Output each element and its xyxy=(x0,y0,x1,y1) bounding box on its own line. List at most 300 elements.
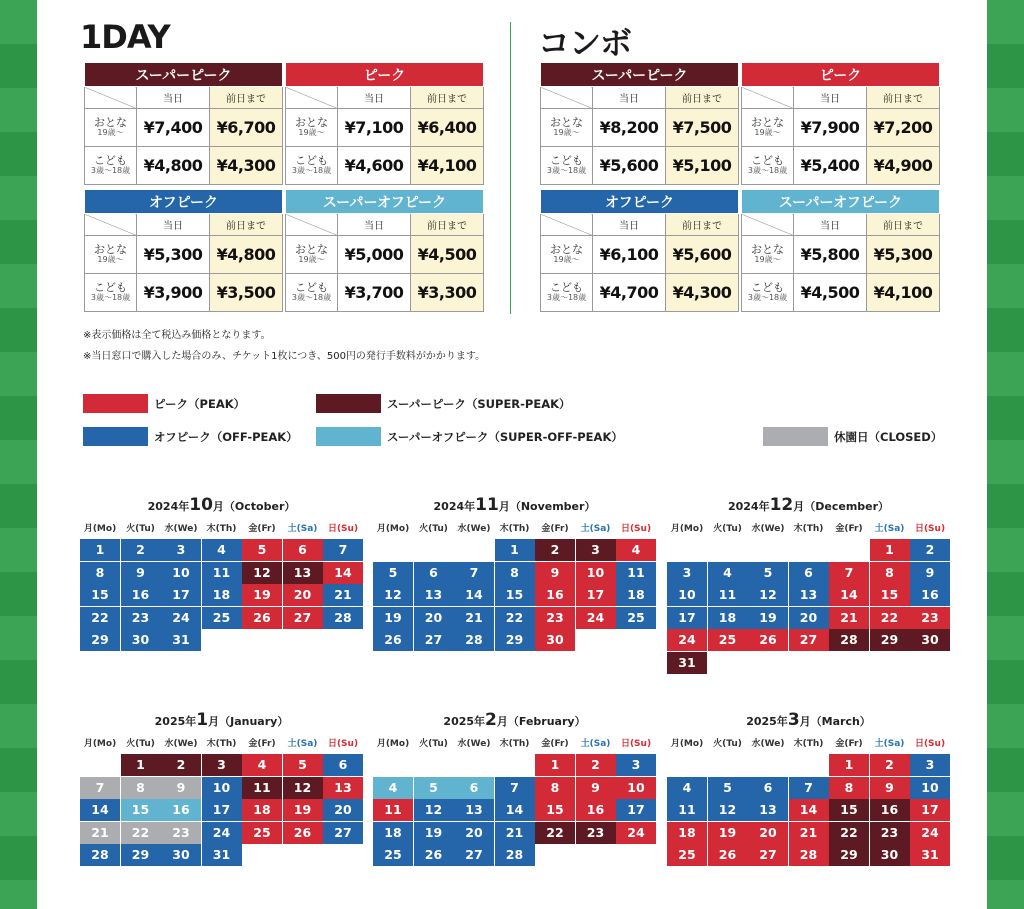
weekday-label: 水(We) xyxy=(457,524,491,534)
adult-advance-price: ¥5,600 xyxy=(666,236,739,274)
day-cell: 22 xyxy=(121,822,161,844)
day-cell: 24 xyxy=(161,607,201,629)
weekday-label: 金(Fr) xyxy=(248,524,276,534)
child-label: こども 3歳〜18歳 xyxy=(541,147,593,185)
price-tier-header: スーパーオフピーク xyxy=(742,190,940,214)
day-cell: 25 xyxy=(616,607,656,629)
day-cell: 19 xyxy=(414,822,454,844)
day-cell: 3 xyxy=(202,754,242,776)
child-advance-price: ¥5,100 xyxy=(666,147,739,185)
day-cell: 29 xyxy=(121,844,161,866)
weekday-label: 火(Tu) xyxy=(126,524,155,534)
day-cell: 13 xyxy=(454,799,494,821)
day-cell: 16 xyxy=(870,799,910,821)
corner-cell xyxy=(85,214,137,236)
child-same-day-price: ¥5,400 xyxy=(794,147,867,185)
day-cell: 25 xyxy=(708,629,748,651)
day-cell: 29 xyxy=(495,629,535,651)
day-cell: 3 xyxy=(616,754,656,776)
adult-advance-price: ¥7,200 xyxy=(867,109,940,147)
adult-label: おとな 19歳〜 xyxy=(286,109,338,147)
day-cell: 16 xyxy=(535,584,575,606)
day-cell: 19 xyxy=(373,607,413,629)
day-cell: 5 xyxy=(708,777,748,799)
day-cell: 11 xyxy=(202,562,242,584)
day-grid xyxy=(80,754,363,866)
weekday-label: 土(Sa) xyxy=(287,739,318,749)
day-cell: 21 xyxy=(495,822,535,844)
legend-super-off-peak-swatch xyxy=(316,427,381,446)
day-cell: 5 xyxy=(748,562,788,584)
day-cell: 23 xyxy=(870,822,910,844)
adult-same-day-price: ¥8,200 xyxy=(593,109,666,147)
day-cell: 9 xyxy=(870,777,910,799)
day-cell: 8 xyxy=(829,777,869,799)
day-cell: 10 xyxy=(910,777,950,799)
adult-same-day-price: ¥7,100 xyxy=(338,109,411,147)
day-cell: 1 xyxy=(121,754,161,776)
child-advance-price: ¥3,500 xyxy=(210,274,283,312)
child-label: こども 3歳〜18歳 xyxy=(742,147,794,185)
adult-same-day-price: ¥7,400 xyxy=(137,109,210,147)
day-cell: 21 xyxy=(323,584,363,606)
oneday-price-table xyxy=(84,62,283,185)
day-cell: 25 xyxy=(242,822,282,844)
weekday-label: 土(Sa) xyxy=(580,739,611,749)
day-cell: 28 xyxy=(323,607,363,629)
day-cell: 4 xyxy=(708,562,748,584)
weekday-label: 月(Mo) xyxy=(670,739,704,749)
month-calendar xyxy=(373,494,656,651)
weekday-label: 木(Th) xyxy=(206,524,237,534)
child-advance-price: ¥3,300 xyxy=(411,274,484,312)
child-label: こども 3歳〜18歳 xyxy=(85,147,137,185)
day-cell: 22 xyxy=(535,822,575,844)
child-same-day-price: ¥4,800 xyxy=(137,147,210,185)
month-calendar xyxy=(80,709,363,866)
day-cell: 28 xyxy=(495,844,535,866)
weekday-label: 水(We) xyxy=(457,739,491,749)
weekday-label: 月(Mo) xyxy=(83,524,117,534)
corner-cell xyxy=(286,214,338,236)
weekday-label: 日(Su) xyxy=(914,524,946,534)
day-cell: 22 xyxy=(495,607,535,629)
oneday-price-table xyxy=(285,62,484,185)
adult-same-day-price: ¥5,000 xyxy=(338,236,411,274)
day-cell: 5 xyxy=(373,562,413,584)
weekday-label: 火(Tu) xyxy=(419,739,448,749)
weekday-label: 水(We) xyxy=(751,739,785,749)
day-cell: 27 xyxy=(323,822,363,844)
day-cell: 8 xyxy=(80,562,120,584)
day-cell: 12 xyxy=(748,584,788,606)
day-cell: 12 xyxy=(242,562,282,584)
day-cell: 2 xyxy=(870,754,910,776)
day-cell: 27 xyxy=(283,607,323,629)
adult-label: おとな 19歳〜 xyxy=(742,236,794,274)
day-cell: 22 xyxy=(829,822,869,844)
day-cell: 7 xyxy=(789,777,829,799)
corner-cell xyxy=(541,214,593,236)
adult-label: おとな 19歳〜 xyxy=(85,109,137,147)
same-day-header: 当日 xyxy=(338,87,411,109)
day-cell: 18 xyxy=(202,584,242,606)
corner-cell xyxy=(286,87,338,109)
day-cell: 4 xyxy=(616,539,656,561)
advance-header: 前日まで xyxy=(666,87,739,109)
weekday-label: 月(Mo) xyxy=(83,739,117,749)
month-title: 2025年2月（February） xyxy=(443,710,586,730)
month-calendar xyxy=(80,494,363,651)
weekday-label: 金(Fr) xyxy=(541,524,569,534)
day-cell: 11 xyxy=(242,777,282,799)
day-cell: 14 xyxy=(789,799,829,821)
day-cell: 2 xyxy=(121,539,161,561)
day-cell: 9 xyxy=(535,562,575,584)
day-cell: 20 xyxy=(789,607,829,629)
day-cell: 15 xyxy=(80,584,120,606)
same-day-header: 当日 xyxy=(137,214,210,236)
day-cell: 27 xyxy=(414,629,454,651)
adult-advance-price: ¥6,400 xyxy=(411,109,484,147)
adult-advance-price: ¥4,800 xyxy=(210,236,283,274)
day-cell: 13 xyxy=(283,562,323,584)
day-cell: 12 xyxy=(708,799,748,821)
day-cell: 7 xyxy=(454,562,494,584)
child-advance-price: ¥4,300 xyxy=(210,147,283,185)
month-title: 2024年11月（November） xyxy=(433,495,596,515)
day-cell: 18 xyxy=(667,822,707,844)
day-grid xyxy=(373,754,656,866)
day-cell: 10 xyxy=(616,777,656,799)
day-cell: 2 xyxy=(576,754,616,776)
child-same-day-price: ¥3,700 xyxy=(338,274,411,312)
combo-price-table xyxy=(741,62,940,185)
adult-same-day-price: ¥7,900 xyxy=(794,109,867,147)
day-cell: 23 xyxy=(161,822,201,844)
day-cell: 13 xyxy=(414,584,454,606)
day-cell: 28 xyxy=(789,844,829,866)
day-cell: 20 xyxy=(414,607,454,629)
day-cell: 9 xyxy=(161,777,201,799)
weekday-label: 金(Fr) xyxy=(835,739,863,749)
day-cell: 6 xyxy=(454,777,494,799)
day-cell: 1 xyxy=(535,754,575,776)
month-title: 2024年12月（December） xyxy=(727,495,890,515)
day-cell: 25 xyxy=(373,844,413,866)
day-cell: 20 xyxy=(454,822,494,844)
day-cell: 6 xyxy=(789,562,829,584)
day-cell: 7 xyxy=(80,777,120,799)
legend-closed-swatch xyxy=(763,427,828,446)
day-cell: 4 xyxy=(373,777,413,799)
day-cell: 12 xyxy=(283,777,323,799)
weekday-label: 水(We) xyxy=(164,524,198,534)
day-cell: 26 xyxy=(748,629,788,651)
weekday-label: 日(Su) xyxy=(327,524,359,534)
weekday-label: 日(Su) xyxy=(620,739,652,749)
combo-price-table xyxy=(741,189,940,312)
adult-same-day-price: ¥5,300 xyxy=(137,236,210,274)
day-cell: 17 xyxy=(202,799,242,821)
day-cell: 24 xyxy=(910,822,950,844)
day-cell: 22 xyxy=(80,607,120,629)
weekday-header xyxy=(80,520,363,538)
adult-same-day-price: ¥6,100 xyxy=(593,236,666,274)
legend-super-peak-label: スーパーピーク（SUPER-PEAK） xyxy=(387,396,571,411)
day-cell: 13 xyxy=(323,777,363,799)
day-cell: 7 xyxy=(323,539,363,561)
weekday-label: 土(Sa) xyxy=(874,739,905,749)
price-tier-header: スーパーオフピーク xyxy=(286,190,484,214)
legend-peak-swatch xyxy=(83,394,148,413)
legend-super-peak xyxy=(316,394,571,413)
weekday-label: 木(Th) xyxy=(793,524,824,534)
legend-super-off-peak-label: スーパーオフピーク（SUPER-OFF-PEAK） xyxy=(387,429,623,444)
price-tier-header: オフピーク xyxy=(541,190,739,214)
adult-label: おとな 19歳〜 xyxy=(541,236,593,274)
weekday-label: 日(Su) xyxy=(620,524,652,534)
day-cell: 11 xyxy=(708,584,748,606)
weekday-header xyxy=(667,520,950,538)
weekday-label: 木(Th) xyxy=(793,739,824,749)
day-cell: 26 xyxy=(373,629,413,651)
weekday-label: 日(Su) xyxy=(327,739,359,749)
legend-super-peak-swatch xyxy=(316,394,381,413)
day-cell: 30 xyxy=(121,629,161,651)
same-day-header: 当日 xyxy=(338,214,411,236)
legend-peak xyxy=(83,394,245,413)
weekday-header xyxy=(667,735,950,753)
day-cell: 3 xyxy=(910,754,950,776)
weekday-label: 火(Tu) xyxy=(126,739,155,749)
combo-price-table xyxy=(540,62,739,185)
day-cell: 14 xyxy=(495,799,535,821)
day-cell: 25 xyxy=(667,844,707,866)
adult-label: おとな 19歳〜 xyxy=(742,109,794,147)
day-cell: 14 xyxy=(323,562,363,584)
left-green-border xyxy=(0,0,37,909)
month-title: 2025年3月（March） xyxy=(746,710,871,730)
day-cell: 11 xyxy=(667,799,707,821)
day-cell: 4 xyxy=(202,539,242,561)
month-title: 2024年10月（October） xyxy=(147,495,296,515)
day-cell: 19 xyxy=(708,822,748,844)
weekday-label: 土(Sa) xyxy=(874,524,905,534)
day-cell: 17 xyxy=(161,584,201,606)
advance-header: 前日まで xyxy=(867,87,940,109)
section-divider xyxy=(510,22,511,314)
day-grid xyxy=(80,539,363,651)
child-same-day-price: ¥4,600 xyxy=(338,147,411,185)
day-cell: 14 xyxy=(80,799,120,821)
day-cell: 30 xyxy=(161,844,201,866)
day-cell: 8 xyxy=(121,777,161,799)
day-cell: 23 xyxy=(121,607,161,629)
day-cell: 9 xyxy=(576,777,616,799)
child-same-day-price: ¥5,600 xyxy=(593,147,666,185)
same-day-header: 当日 xyxy=(794,87,867,109)
day-cell: 23 xyxy=(576,822,616,844)
weekday-label: 木(Th) xyxy=(206,739,237,749)
corner-cell xyxy=(85,87,137,109)
weekday-label: 火(Tu) xyxy=(713,739,742,749)
day-cell: 13 xyxy=(789,584,829,606)
day-cell: 15 xyxy=(495,584,535,606)
weekday-header xyxy=(373,520,656,538)
day-cell: 21 xyxy=(80,822,120,844)
child-same-day-price: ¥4,500 xyxy=(794,274,867,312)
weekday-label: 土(Sa) xyxy=(287,524,318,534)
weekday-label: 木(Th) xyxy=(499,739,530,749)
child-advance-price: ¥4,100 xyxy=(411,147,484,185)
day-cell: 18 xyxy=(373,822,413,844)
adult-label: おとな 19歳〜 xyxy=(286,236,338,274)
day-cell: 29 xyxy=(80,629,120,651)
advance-header: 前日まで xyxy=(867,214,940,236)
day-cell: 28 xyxy=(80,844,120,866)
day-cell: 2 xyxy=(161,754,201,776)
month-title: 2025年1月（January） xyxy=(154,710,289,730)
weekday-label: 火(Tu) xyxy=(713,524,742,534)
weekday-label: 日(Su) xyxy=(914,739,946,749)
month-calendar xyxy=(373,709,656,866)
day-cell: 17 xyxy=(667,607,707,629)
child-advance-price: ¥4,900 xyxy=(867,147,940,185)
legend-closed-label: 休園日（CLOSED） xyxy=(834,429,943,444)
advance-header: 前日まで xyxy=(411,214,484,236)
day-cell: 16 xyxy=(910,584,950,606)
day-cell: 28 xyxy=(829,629,869,651)
day-cell: 27 xyxy=(454,844,494,866)
day-cell: 26 xyxy=(708,844,748,866)
combo-title: コンボ xyxy=(538,24,632,62)
day-cell: 18 xyxy=(242,799,282,821)
day-cell: 19 xyxy=(242,584,282,606)
day-cell: 7 xyxy=(829,562,869,584)
adult-label: おとな 19歳〜 xyxy=(85,236,137,274)
day-cell: 17 xyxy=(616,799,656,821)
day-cell: 12 xyxy=(414,799,454,821)
child-label: こども 3歳〜18歳 xyxy=(286,147,338,185)
day-cell: 21 xyxy=(454,607,494,629)
day-cell: 21 xyxy=(789,822,829,844)
day-cell: 15 xyxy=(121,799,161,821)
note-tax: ※表示価格は全て税込み価格となります。 xyxy=(83,330,271,341)
price-tier-header: スーパーピーク xyxy=(541,63,739,87)
weekday-label: 火(Tu) xyxy=(419,524,448,534)
same-day-header: 当日 xyxy=(593,87,666,109)
day-cell: 5 xyxy=(242,539,282,561)
legend-closed xyxy=(763,427,942,446)
day-cell: 29 xyxy=(829,844,869,866)
child-same-day-price: ¥4,700 xyxy=(593,274,666,312)
day-cell: 20 xyxy=(323,799,363,821)
day-grid xyxy=(373,539,656,651)
weekday-label: 水(We) xyxy=(164,739,198,749)
weekday-label: 金(Fr) xyxy=(248,739,276,749)
day-cell: 1 xyxy=(829,754,869,776)
day-cell: 14 xyxy=(829,584,869,606)
day-cell: 26 xyxy=(283,822,323,844)
price-tier-header: ピーク xyxy=(742,63,940,87)
weekday-label: 水(We) xyxy=(751,524,785,534)
child-label: こども 3歳〜18歳 xyxy=(541,274,593,312)
day-cell: 6 xyxy=(323,754,363,776)
day-cell: 28 xyxy=(454,629,494,651)
day-cell: 6 xyxy=(748,777,788,799)
day-grid xyxy=(667,754,950,866)
day-cell: 31 xyxy=(667,652,707,674)
legend-super-off-peak xyxy=(316,427,623,446)
same-day-header: 当日 xyxy=(794,214,867,236)
child-advance-price: ¥4,100 xyxy=(867,274,940,312)
weekday-label: 月(Mo) xyxy=(376,739,410,749)
adult-advance-price: ¥4,500 xyxy=(411,236,484,274)
day-cell: 5 xyxy=(414,777,454,799)
day-cell: 17 xyxy=(910,799,950,821)
day-cell: 19 xyxy=(283,799,323,821)
day-cell: 22 xyxy=(870,607,910,629)
day-cell: 4 xyxy=(242,754,282,776)
corner-cell xyxy=(742,87,794,109)
day-cell: 31 xyxy=(161,629,201,651)
day-cell: 11 xyxy=(373,799,413,821)
day-cell: 15 xyxy=(870,584,910,606)
day-cell: 31 xyxy=(202,844,242,866)
day-cell: 2 xyxy=(535,539,575,561)
day-grid xyxy=(667,539,950,674)
day-cell: 24 xyxy=(576,607,616,629)
day-cell: 1 xyxy=(870,539,910,561)
child-label: こども 3歳〜18歳 xyxy=(742,274,794,312)
day-cell: 16 xyxy=(161,799,201,821)
day-cell: 31 xyxy=(910,844,950,866)
day-cell: 10 xyxy=(667,584,707,606)
legend-peak-label: ピーク（PEAK） xyxy=(154,396,246,411)
note-fee: ※当日窓口で購入した場合のみ、チケット1枚につき、500円の発行手数料がかかります。 xyxy=(83,351,486,362)
day-cell: 11 xyxy=(616,562,656,584)
day-cell: 9 xyxy=(121,562,161,584)
day-cell: 3 xyxy=(161,539,201,561)
day-cell: 5 xyxy=(283,754,323,776)
day-cell: 30 xyxy=(535,629,575,651)
day-cell: 16 xyxy=(121,584,161,606)
right-green-border xyxy=(987,0,1024,909)
weekday-label: 月(Mo) xyxy=(670,524,704,534)
adult-label: おとな 19歳〜 xyxy=(541,109,593,147)
weekday-header xyxy=(373,735,656,753)
price-tier-header: オフピーク xyxy=(85,190,283,214)
day-cell: 7 xyxy=(495,777,535,799)
child-same-day-price: ¥3,900 xyxy=(137,274,210,312)
day-cell: 14 xyxy=(454,584,494,606)
child-label: こども 3歳〜18歳 xyxy=(85,274,137,312)
day-cell: 4 xyxy=(667,777,707,799)
day-cell: 18 xyxy=(708,607,748,629)
day-cell: 17 xyxy=(576,584,616,606)
day-cell: 29 xyxy=(870,629,910,651)
day-cell: 8 xyxy=(535,777,575,799)
weekday-label: 土(Sa) xyxy=(580,524,611,534)
adult-advance-price: ¥7,500 xyxy=(666,109,739,147)
legend-off-peak-label: オフピーク（OFF-PEAK） xyxy=(154,429,298,444)
day-cell: 24 xyxy=(667,629,707,651)
oneday-title: 1DAY xyxy=(80,18,170,56)
weekday-label: 木(Th) xyxy=(499,524,530,534)
day-cell: 24 xyxy=(616,822,656,844)
weekday-label: 金(Fr) xyxy=(541,739,569,749)
